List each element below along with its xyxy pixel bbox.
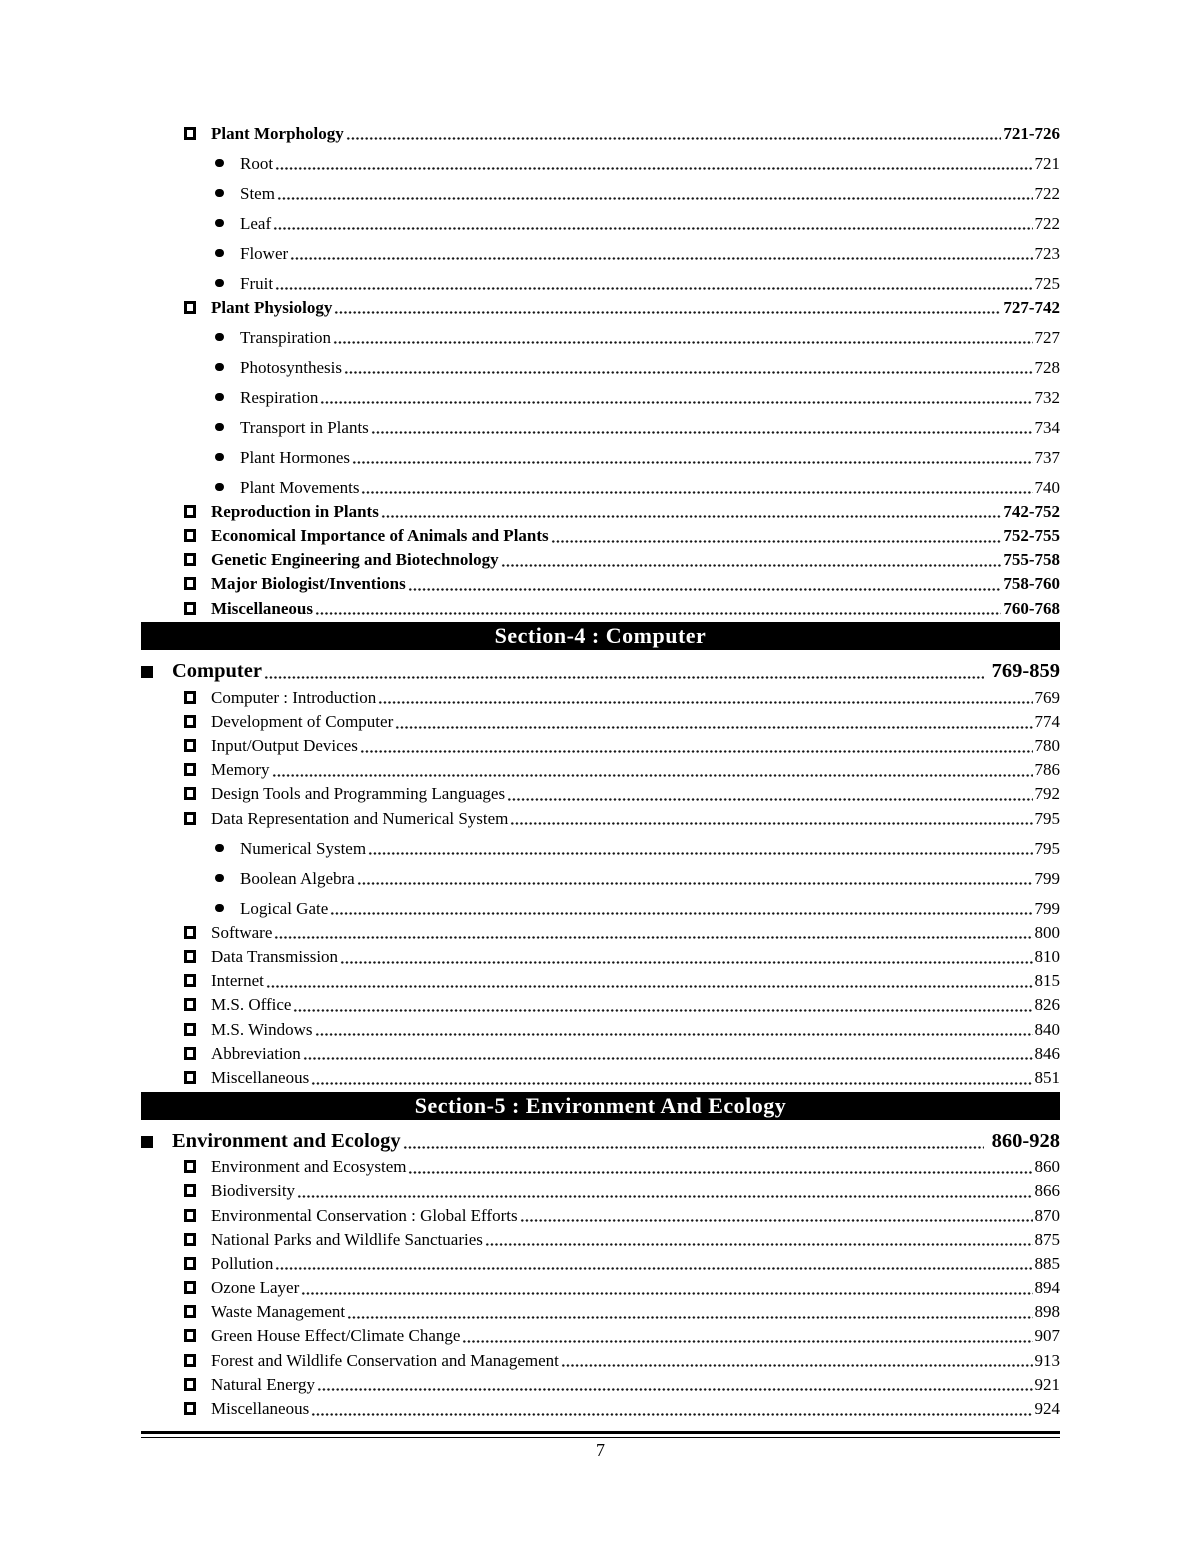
toc-item [141, 920, 1060, 944]
bullet-box [184, 1257, 211, 1270]
toc-item-label: Plant Hormones [240, 447, 351, 467]
bullet-box [215, 279, 240, 288]
dot-leader [275, 287, 1032, 290]
circle-bullet-icon [215, 159, 224, 168]
hollow-square-bullet-icon [184, 715, 196, 728]
dot-leader [357, 882, 1033, 885]
toc-item [141, 1251, 1060, 1275]
hollow-square-bullet-icon [184, 812, 196, 825]
toc-item-page: 815 [1034, 971, 1060, 991]
bullet-box [184, 974, 211, 987]
toc-item-page: 921 [1034, 1374, 1060, 1394]
circle-bullet-icon [215, 393, 224, 402]
toc-item-page: 860-928 [991, 1129, 1060, 1152]
dot-leader [378, 701, 1032, 704]
toc-item-page: 728 [1034, 357, 1060, 377]
bullet-box [141, 1135, 172, 1148]
toc-item-label: Flower [240, 243, 289, 263]
toc-item [141, 415, 1060, 439]
toc-item-page: 795 [1034, 838, 1060, 858]
toc-item-label: Miscellaneous [211, 1067, 310, 1087]
toc-item-page: 780 [1034, 736, 1060, 756]
hollow-square-bullet-icon [184, 1233, 196, 1246]
toc-item-label: Natural Energy [211, 1374, 316, 1394]
toc-item [141, 944, 1060, 968]
bullet-box [184, 602, 211, 615]
bullet-box [184, 505, 211, 518]
toc-item-label: Economical Importance of Animals and Plants [211, 525, 549, 545]
bullet-box [215, 844, 240, 853]
toc-item [141, 211, 1060, 235]
toc-item-page: 752-755 [1003, 525, 1060, 545]
hollow-square-bullet-icon [184, 1209, 196, 1222]
bullet-box [184, 1354, 211, 1367]
toc-item-label: Forest and Wildlife Conservation and Management [211, 1350, 559, 1370]
bullet-box [215, 483, 240, 492]
toc-page [141, 121, 1060, 1421]
hollow-square-bullet-icon [184, 127, 196, 140]
dot-leader [333, 341, 1033, 344]
toc-item [141, 709, 1060, 733]
bullet-box [215, 189, 240, 198]
toc-item-label: Data Representation and Numerical System [211, 808, 509, 828]
toc-item-page: 721 [1034, 153, 1060, 173]
dot-leader [315, 1033, 1033, 1036]
toc-item-page: 907 [1034, 1326, 1060, 1346]
toc-item [141, 896, 1060, 920]
toc-item-label: Waste Management [211, 1302, 346, 1322]
toc-item-label: Computer [172, 660, 262, 683]
toc-item-label: Reproduction in Plants [211, 501, 379, 521]
toc-item-page: 732 [1034, 387, 1060, 407]
toc-item-page: 758-760 [1003, 574, 1060, 594]
toc-item-page: 894 [1034, 1278, 1060, 1298]
toc-item [141, 658, 1060, 685]
dot-leader [264, 676, 984, 679]
dot-leader [361, 491, 1032, 494]
toc-item [141, 1041, 1060, 1065]
toc-item [141, 596, 1060, 620]
toc-item [141, 499, 1060, 523]
toc-item [141, 806, 1060, 830]
toc-item-label: Transpiration [240, 327, 331, 347]
toc-item [141, 181, 1060, 205]
toc-item-label: Plant Physiology [211, 297, 333, 317]
dot-leader [344, 371, 1032, 374]
page-footer [141, 1431, 1060, 1461]
hollow-square-bullet-icon [184, 1329, 196, 1342]
dot-leader [346, 137, 1002, 140]
toc-item-label: Design Tools and Programming Languages [211, 784, 506, 804]
dot-leader [272, 774, 1033, 777]
toc-item [141, 1017, 1060, 1041]
dot-leader [290, 257, 1032, 260]
circle-bullet-icon [215, 219, 224, 228]
toc-item-page: 769-859 [991, 660, 1060, 683]
bullet-box [184, 553, 211, 566]
toc-item [141, 685, 1060, 709]
toc-item-page: 846 [1034, 1043, 1060, 1063]
toc-item [141, 1203, 1060, 1227]
toc-item [141, 1155, 1060, 1179]
hollow-square-bullet-icon [184, 926, 196, 939]
toc-item [141, 385, 1060, 409]
bullet-box [215, 333, 240, 342]
hollow-square-bullet-icon [184, 1281, 196, 1294]
toc-item-label: Miscellaneous [211, 1399, 310, 1418]
section-header [141, 622, 1060, 650]
toc-item-page: 924 [1034, 1399, 1060, 1418]
toc-item [141, 271, 1060, 295]
toc-item-label: Green House Effect/Climate Change [211, 1326, 461, 1346]
bullet-box [184, 950, 211, 963]
toc-item [141, 1372, 1060, 1396]
toc-item-label: Pollution [211, 1253, 274, 1273]
toc-item [141, 782, 1060, 806]
toc-item-page: 727-742 [1003, 297, 1060, 317]
page-number: 7 [596, 1439, 605, 1460]
toc-item-label: Ozone Layer [211, 1278, 300, 1298]
toc-item-page: 792 [1034, 784, 1060, 804]
toc-item [141, 1348, 1060, 1372]
hollow-square-bullet-icon [184, 1160, 196, 1173]
toc-item-page: 786 [1034, 760, 1060, 780]
toc-item-label: Transport in Plants [240, 417, 369, 437]
toc-item-page: 723 [1034, 243, 1060, 263]
toc-item-page: 722 [1034, 213, 1060, 233]
toc-item-label: Input/Output Devices [211, 736, 358, 756]
toc-item-label: Leaf [240, 213, 272, 233]
toc-item-label: Miscellaneous [211, 598, 313, 618]
hollow-square-bullet-icon [184, 505, 196, 518]
dot-leader [334, 311, 1001, 314]
dot-leader [485, 1243, 1033, 1246]
toc-item [141, 969, 1060, 993]
toc-item-label: Logical Gate [240, 898, 329, 918]
bullet-box [184, 1402, 211, 1415]
toc-item [141, 295, 1060, 319]
toc-item-page: 795 [1034, 808, 1060, 828]
toc-item-page: 769 [1034, 687, 1060, 707]
toc-item [141, 1324, 1060, 1348]
bullet-box [184, 763, 211, 776]
circle-bullet-icon [215, 363, 224, 372]
dot-leader [330, 912, 1032, 915]
hollow-square-bullet-icon [184, 1305, 196, 1318]
toc-item [141, 866, 1060, 890]
dot-leader [352, 461, 1032, 464]
bullet-box [184, 1184, 211, 1197]
toc-item [141, 1275, 1060, 1299]
toc-item [141, 734, 1060, 758]
circle-bullet-icon [215, 333, 224, 342]
bullet-box [215, 219, 240, 228]
bullet-box [184, 127, 211, 140]
dot-leader [277, 197, 1033, 200]
toc-item-label: M.S. Windows [211, 1019, 313, 1039]
dot-leader [551, 540, 1002, 543]
bullet-box [184, 1378, 211, 1391]
bullet-box [184, 301, 211, 314]
toc-item-page: 866 [1034, 1181, 1060, 1201]
dot-leader [315, 612, 1001, 615]
dot-leader [561, 1364, 1033, 1367]
bullet-box [184, 787, 211, 800]
toc-item [141, 475, 1060, 499]
toc-item-label: Numerical System [240, 838, 367, 858]
bullet-box [215, 904, 240, 913]
dot-leader [293, 1009, 1032, 1012]
dot-leader [462, 1340, 1032, 1343]
toc-item [141, 325, 1060, 349]
dot-leader [408, 588, 1002, 591]
circle-bullet-icon [215, 904, 224, 913]
toc-item [141, 1227, 1060, 1251]
hollow-square-bullet-icon [184, 787, 196, 800]
circle-bullet-icon [215, 844, 224, 853]
toc-item [141, 1300, 1060, 1324]
toc-item-label: Abbreviation [211, 1043, 301, 1063]
hollow-square-bullet-icon [184, 998, 196, 1011]
bullet-box [184, 739, 211, 752]
toc-item-page: 725 [1034, 273, 1060, 293]
filled-square-bullet-icon [141, 1136, 153, 1148]
dot-leader [381, 515, 1002, 518]
bullet-box [184, 1233, 211, 1246]
dot-leader [317, 1388, 1032, 1391]
toc-item-page: 774 [1034, 711, 1060, 731]
hollow-square-bullet-icon [184, 691, 196, 704]
toc-item-label: Photosynthesis [240, 357, 343, 377]
toc-item [141, 1128, 1060, 1155]
bullet-box [215, 363, 240, 372]
toc-item-page: 913 [1034, 1350, 1060, 1370]
dot-leader [501, 564, 1002, 567]
dot-leader [360, 750, 1033, 753]
bullet-box [184, 529, 211, 542]
toc-item-label: Environment and Ecosystem [211, 1157, 407, 1177]
toc-item-page: 885 [1034, 1253, 1060, 1273]
footer-rule [141, 1431, 1060, 1438]
toc-item-page: 722 [1034, 183, 1060, 203]
bullet-box [184, 1023, 211, 1036]
toc-item-page: 898 [1034, 1302, 1060, 1322]
filled-square-bullet-icon [141, 666, 153, 678]
hollow-square-bullet-icon [184, 1257, 196, 1270]
bullet-box [184, 1071, 211, 1084]
section-header-label: Section-4 : Computer [494, 623, 707, 649]
circle-bullet-icon [215, 453, 224, 462]
dot-leader [408, 1171, 1032, 1174]
toc-item [141, 241, 1060, 265]
toc-item-page: 810 [1034, 947, 1060, 966]
toc-item-page: 799 [1034, 898, 1060, 918]
toc-item-label: Computer : Introduction [211, 687, 377, 707]
toc-item-page: 740 [1034, 477, 1060, 497]
toc-item-page: 875 [1034, 1229, 1060, 1249]
toc-list [141, 121, 1060, 1421]
toc-item [141, 355, 1060, 379]
bullet-box [184, 577, 211, 590]
toc-item-label: Fruit [240, 273, 274, 293]
hollow-square-bullet-icon [184, 763, 196, 776]
toc-item-label: M.S. Office [211, 995, 292, 1015]
circle-bullet-icon [215, 189, 224, 198]
toc-item-page: 799 [1034, 868, 1060, 888]
bullet-box [215, 249, 240, 258]
toc-item-page: 755-758 [1003, 550, 1060, 570]
bullet-box [215, 874, 240, 883]
toc-item-page: 760-768 [1003, 598, 1060, 618]
dot-leader [273, 227, 1032, 230]
toc-item-page: 826 [1034, 995, 1060, 1015]
dot-leader [403, 1146, 984, 1149]
bullet-box [184, 1047, 211, 1060]
bullet-box [184, 1305, 211, 1318]
dot-leader [274, 936, 1032, 939]
toc-item-label: Data Transmission [211, 947, 339, 966]
bullet-box [184, 1329, 211, 1342]
toc-item-label: Boolean Algebra [240, 868, 355, 888]
bullet-box [184, 998, 211, 1011]
toc-item [141, 445, 1060, 469]
toc-item [141, 1065, 1060, 1089]
dot-leader [301, 1292, 1032, 1295]
hollow-square-bullet-icon [184, 553, 196, 566]
dot-leader [297, 1195, 1032, 1198]
toc-item [141, 836, 1060, 860]
toc-item [141, 758, 1060, 782]
hollow-square-bullet-icon [184, 1402, 196, 1415]
dot-leader [303, 1057, 1033, 1060]
dot-leader [340, 961, 1032, 964]
toc-item-label: Stem [240, 183, 275, 203]
toc-item-page: 840 [1034, 1019, 1060, 1039]
toc-item-label: Plant Movements [240, 477, 360, 497]
dot-leader [266, 985, 1033, 988]
dot-leader [320, 401, 1032, 404]
bullet-box [184, 812, 211, 825]
bullet-box [215, 453, 240, 462]
toc-item-label: Internet [211, 971, 264, 991]
bullet-box [215, 393, 240, 402]
toc-item-page: 734 [1034, 417, 1060, 437]
toc-item-label: Software [211, 922, 273, 942]
dot-leader [347, 1316, 1032, 1319]
bullet-box [184, 926, 211, 939]
toc-item-label: Environment and Ecology [172, 1129, 401, 1152]
bullet-box [184, 691, 211, 704]
hollow-square-bullet-icon [184, 301, 196, 314]
hollow-square-bullet-icon [184, 974, 196, 987]
hollow-square-bullet-icon [184, 1071, 196, 1084]
toc-item-label: Genetic Engineering and Biotechnology [211, 550, 499, 570]
toc-item-label: Plant Morphology [211, 123, 344, 143]
toc-item [141, 993, 1060, 1017]
toc-item-label: Major Biologist/Inventions [211, 574, 406, 594]
toc-item [141, 572, 1060, 596]
toc-item-label: Biodiversity [211, 1181, 296, 1201]
dot-leader [395, 726, 1032, 729]
dot-leader [368, 852, 1032, 855]
dot-leader [275, 1267, 1032, 1270]
toc-item-label: Environmental Conservation : Global Efforts [211, 1205, 518, 1225]
toc-item-page: 721-726 [1003, 123, 1060, 143]
bullet-box [141, 665, 172, 678]
circle-bullet-icon [215, 279, 224, 288]
section-header-label: Section-5 : Environment And Ecology [414, 1092, 787, 1118]
hollow-square-bullet-icon [184, 602, 196, 615]
toc-item-label: Root [240, 153, 274, 173]
hollow-square-bullet-icon [184, 950, 196, 963]
hollow-square-bullet-icon [184, 1047, 196, 1060]
hollow-square-bullet-icon [184, 1184, 196, 1197]
toc-item-page: 742-752 [1003, 501, 1060, 521]
hollow-square-bullet-icon [184, 739, 196, 752]
circle-bullet-icon [215, 249, 224, 258]
dot-leader [275, 167, 1032, 170]
dot-leader [311, 1082, 1032, 1085]
circle-bullet-icon [215, 874, 224, 883]
toc-item [141, 121, 1060, 145]
toc-item-page: 851 [1034, 1067, 1060, 1087]
toc-item [141, 1179, 1060, 1203]
bullet-box [184, 1209, 211, 1222]
toc-item-label: Development of Computer [211, 711, 394, 731]
circle-bullet-icon [215, 423, 224, 432]
dot-leader [311, 1413, 1032, 1416]
bullet-box [184, 1160, 211, 1173]
hollow-square-bullet-icon [184, 1354, 196, 1367]
toc-item [141, 151, 1060, 175]
toc-item-label: National Parks and Wildlife Sanctuaries [211, 1229, 483, 1249]
circle-bullet-icon [215, 483, 224, 492]
toc-item-label: Memory [211, 760, 270, 780]
section-header [141, 1092, 1060, 1120]
hollow-square-bullet-icon [184, 529, 196, 542]
bullet-box [215, 423, 240, 432]
toc-item-page: 737 [1034, 447, 1060, 467]
hollow-square-bullet-icon [184, 577, 196, 590]
toc-item-page: 800 [1034, 922, 1060, 942]
dot-leader [507, 798, 1032, 801]
toc-item [141, 1396, 1060, 1420]
toc-item-page: 727 [1034, 327, 1060, 347]
dot-leader [520, 1219, 1033, 1222]
toc-item [141, 548, 1060, 572]
toc-item-page: 870 [1034, 1205, 1060, 1225]
dot-leader [371, 431, 1033, 434]
toc-item [141, 523, 1060, 547]
bullet-box [215, 159, 240, 168]
hollow-square-bullet-icon [184, 1023, 196, 1036]
hollow-square-bullet-icon [184, 1378, 196, 1391]
toc-item-label: Respiration [240, 387, 319, 407]
dot-leader [510, 822, 1032, 825]
toc-item-page: 860 [1034, 1157, 1060, 1177]
bullet-box [184, 715, 211, 728]
bullet-box [184, 1281, 211, 1294]
